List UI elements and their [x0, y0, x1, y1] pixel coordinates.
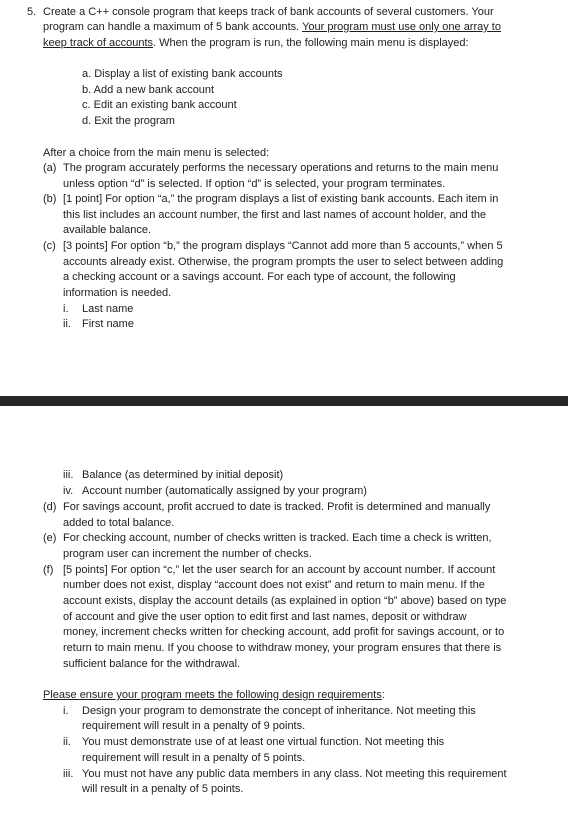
item-line: [1 point] For option “a,” the program displays a list of existing bank accounts. Each item in [63, 193, 499, 205]
item-label: (f) [43, 564, 54, 576]
item-line: added to total balance. [63, 517, 175, 529]
sub-item-text: Last name [82, 303, 134, 315]
item-line: program user can increment the number of checks. [63, 548, 312, 560]
heading-colon: : [381, 689, 385, 701]
underlined-requirement: Your program must use only one array to [302, 21, 501, 33]
intro-text: . When the program is run, the following main menu is displayed: [153, 37, 469, 49]
item-line: account exists, display the account details (as explained in option “b” above) based on type [63, 595, 507, 607]
item-line: information is needed. [63, 287, 172, 299]
item-line: The program accurately performs the necessary operations and returns to the main menu [63, 162, 499, 174]
menu-item: c. Edit an existing bank account [82, 99, 237, 111]
requirement-label: iii. [63, 768, 74, 780]
item-line: available balance. [63, 224, 152, 236]
underlined-requirement: keep track of accounts [43, 37, 154, 49]
item-line: sufficient balance for the withdrawal. [63, 658, 241, 670]
sub-item-text: First name [82, 318, 134, 330]
intro-line [43, 20, 501, 34]
intro-text: program can handle a maximum of 5 bank accounts. [43, 21, 300, 33]
page-break-bar [0, 396, 568, 406]
document-page-top [0, 0, 568, 396]
item-line: accounts already exist. Otherwise, the program prompts the user to select between adding [63, 256, 504, 268]
sub-item-label: i. [63, 303, 69, 315]
requirement-line: will result in a penalty of 5 points. [82, 783, 244, 795]
requirement-line: requirement will result in a penalty of 9 points. [82, 720, 306, 732]
item-line: For savings account, profit accrued to date is tracked. Profit is determined and manually [63, 501, 491, 513]
item-label: (d) [43, 501, 57, 513]
item-line: [3 points] For option “b,” the program displays “Cannot add more than 5 accounts,” when 5 [63, 240, 503, 252]
item-label: (c) [43, 240, 56, 252]
requirement-line: Design your program to demonstrate the concept of inheritance. Not meeting this [82, 705, 476, 717]
item-label: (e) [43, 532, 57, 544]
menu-item: a. Display a list of existing bank accounts [82, 68, 283, 80]
item-label: (b) [43, 193, 57, 205]
item-line: unless option “d” is selected. If option “d” is selected, your program terminates. [63, 178, 446, 190]
after-choice-text: After a choice from the main menu is selected: [43, 147, 270, 159]
item-line: number does not exist, display “account does not exist” and return to main menu. If the [63, 579, 485, 591]
menu-item: d. Exit the program [82, 115, 175, 127]
item-line: money, increment checks written for checking account, add profit for savings account, or to [63, 626, 505, 638]
document-page-bottom [0, 406, 568, 814]
requirement-line: requirement will result in a penalty of 5 points. [82, 752, 306, 764]
sub-item-text: Account number (automatically assigned by your program) [82, 485, 367, 497]
item-line: For checking account, number of checks written is tracked. Each time a check is written, [63, 532, 492, 544]
design-requirements-heading [43, 688, 385, 702]
item-line: of account and give the user option to edit first and last names, deposit or withdraw [63, 611, 467, 623]
item-line: a checking account or a savings account. For each type of account, the following [63, 271, 456, 283]
requirement-line: You must not have any public data members in any class. Not meeting this requirement [82, 768, 507, 780]
intro-line [43, 36, 469, 50]
heading-text: Please ensure your program meets the following design requirements [43, 689, 382, 701]
item-line: this list includes an account number, the first and last names of account holder, and the [63, 209, 487, 221]
requirement-label: ii. [63, 736, 71, 748]
sub-item-label: ii. [63, 318, 71, 330]
sub-item-label: iv. [63, 485, 74, 497]
item-line: return to main menu. If you choose to withdraw money, your program ensures that there is [63, 642, 502, 654]
requirement-line: You must demonstrate use of at least one virtual function. Not meeting this [82, 736, 445, 748]
sub-item-label: iii. [63, 469, 74, 481]
sub-item-text: Balance (as determined by initial deposit) [82, 469, 284, 481]
question-number: 5. [27, 6, 37, 18]
requirement-label: i. [63, 705, 69, 717]
intro-line: Create a C++ console program that keeps track of bank accounts of several customers. Your [43, 6, 494, 18]
menu-item: b. Add a new bank account [82, 84, 215, 96]
item-line: [5 points] For option “c,” let the user search for an account by account number. If account [63, 564, 496, 576]
item-label: (a) [43, 162, 57, 174]
